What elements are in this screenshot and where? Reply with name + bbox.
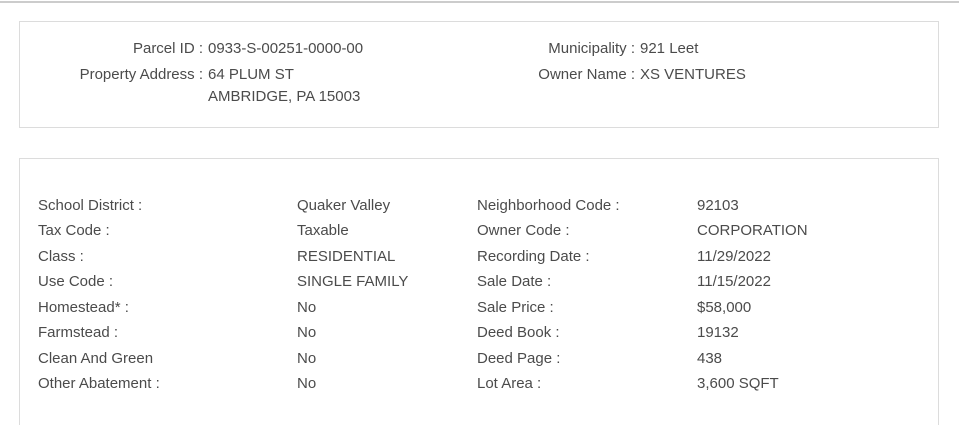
property-address-row — [20, 64, 470, 108]
field-value: No — [297, 375, 317, 393]
field-label: Homestead* : — [38, 298, 129, 316]
field-label: School District : — [38, 197, 143, 214]
field-value: No — [297, 324, 317, 342]
owner-name-label: Owner Name : — [538, 66, 635, 83]
property-address-line2: AMBRIDGE, PA 15003 — [208, 88, 361, 105]
field-label: Deed Page : — [477, 349, 561, 367]
municipality-row — [441, 38, 921, 60]
field-label: Tax Code : — [38, 222, 110, 240]
field-label: Deed Book : — [477, 324, 560, 342]
field-label: Neighborhood Code : — [477, 197, 620, 214]
summary-right-group — [441, 38, 921, 90]
summary-left-group — [20, 38, 470, 112]
owner-name-row — [441, 64, 921, 86]
details-grid — [38, 193, 938, 397]
property-summary-card — [19, 21, 939, 128]
field-value: 3,600 SQFT — [697, 375, 779, 393]
field-value: 11/29/2022 — [697, 247, 771, 265]
property-address-line1: 64 PLUM ST — [208, 66, 294, 83]
field-label: Sale Date : — [477, 273, 552, 291]
field-value: Taxable — [297, 222, 349, 240]
municipality-value: 921 Leet — [640, 40, 699, 57]
field-value: RESIDENTIAL — [297, 247, 396, 265]
parcel-id-row — [20, 38, 470, 60]
field-label: Other Abatement : — [38, 375, 160, 393]
field-value: No — [297, 349, 317, 367]
field-label: Class : — [38, 247, 84, 265]
field-label: Use Code : — [38, 273, 114, 291]
field-label: Clean And Green — [38, 349, 154, 367]
field-value: No — [297, 298, 317, 316]
field-label: Lot Area : — [477, 375, 542, 393]
field-value: Quaker Valley — [297, 197, 391, 214]
field-value: 438 — [697, 349, 723, 367]
field-value: 19132 — [697, 324, 739, 342]
field-label: Recording Date : — [477, 247, 590, 265]
field-value: CORPORATION — [697, 222, 808, 240]
municipality-label: Municipality : — [548, 40, 635, 57]
parcel-id-value: 0933-S-00251-0000-00 — [208, 40, 364, 57]
property-details-card — [19, 158, 939, 425]
field-label: Farmstead : — [38, 324, 119, 342]
parcel-id-label: Parcel ID : — [132, 40, 203, 57]
field-value: SINGLE FAMILY — [297, 273, 409, 291]
owner-name-value: XS VENTURES — [640, 66, 746, 83]
property-address-label: Property Address : — [79, 66, 203, 83]
property-address-value — [208, 64, 470, 108]
field-value: $58,000 — [697, 298, 752, 316]
field-label: Sale Price : — [477, 298, 554, 316]
field-label: Owner Code : — [477, 222, 570, 240]
field-value: 92103 — [697, 197, 739, 214]
field-value: 11/15/2022 — [697, 273, 771, 291]
top-divider — [0, 1, 959, 3]
